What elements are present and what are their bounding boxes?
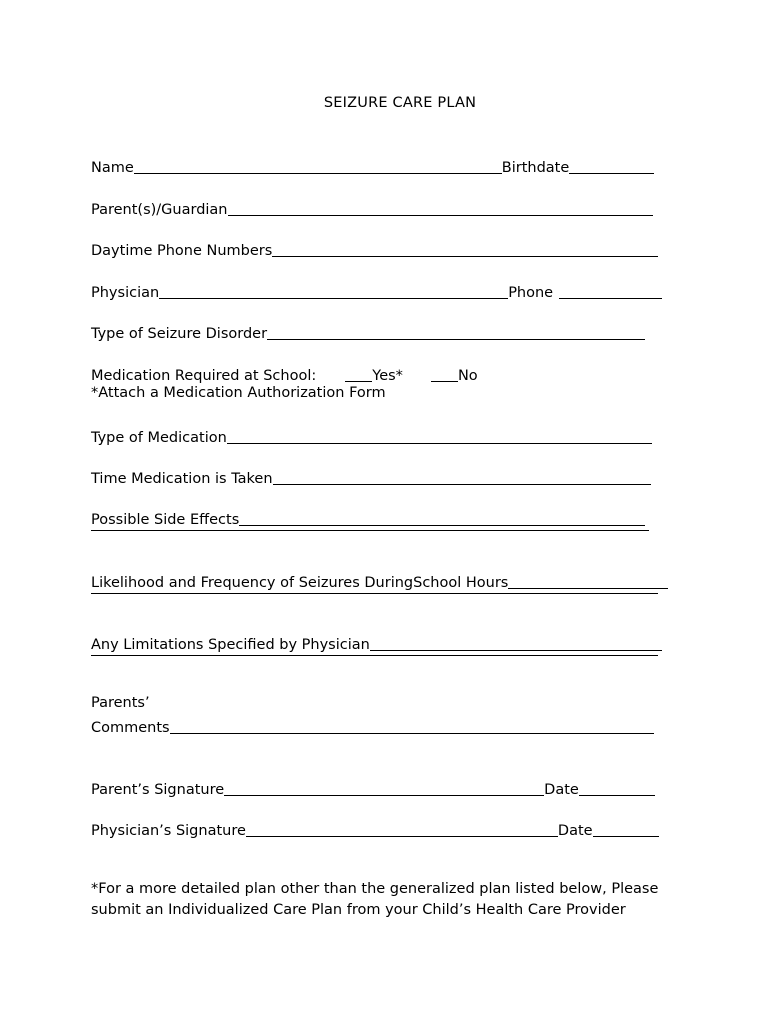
medication-time-label: Time Medication is Taken (91, 471, 273, 487)
side-effects-extra-line[interactable] (91, 530, 649, 531)
seizure-type-field[interactable] (267, 324, 645, 340)
footer-note-line1: *For a more detailed plan other than the generalized plan listed below, Please (91, 881, 659, 897)
attach-note: *Attach a Medication Authorization Form (91, 385, 386, 401)
guardian-row (91, 198, 653, 218)
likelihood-field[interactable] (508, 573, 668, 589)
physician-row (91, 281, 662, 301)
limitations-row (91, 633, 662, 653)
seizure-type-label: Type of Seizure Disorder (91, 326, 268, 342)
limitations-label: Any Limitations Specified by Physician (91, 637, 370, 653)
likelihood-extra-line[interactable] (91, 593, 658, 594)
page-title: SEIZURE CARE PLAN (323, 95, 477, 111)
limitations-field[interactable] (370, 635, 662, 651)
medication-required-row (91, 364, 478, 384)
side-effects-field[interactable] (239, 510, 645, 526)
parent-signature-row (91, 778, 655, 798)
physician-signature-label: Physician’s Signature (91, 823, 246, 839)
likelihood-label: Likelihood and Frequency of Seizures DuringSchool Hours (91, 575, 509, 591)
seizure-type-row (91, 322, 645, 342)
physician-signature-field[interactable] (246, 821, 558, 837)
side-effects-row (91, 508, 645, 528)
name-field[interactable] (134, 158, 502, 174)
yes-checkbox[interactable] (345, 366, 372, 382)
name-label: Name (91, 160, 134, 176)
yes-label: Yes* (372, 368, 403, 384)
likelihood-row (91, 571, 668, 591)
birthdate-field[interactable] (569, 158, 654, 174)
medication-type-field[interactable] (227, 428, 652, 444)
no-label: No (457, 368, 478, 384)
physician-signature-row (91, 819, 659, 839)
parent-date-label: Date (544, 782, 579, 798)
comments-label: Comments (91, 720, 170, 736)
no-checkbox[interactable] (431, 366, 458, 382)
physician-date-field[interactable] (593, 821, 659, 837)
guardian-label: Parent(s)/Guardian (91, 202, 228, 218)
medication-type-label: Type of Medication (91, 430, 227, 446)
physician-label: Physician (91, 285, 160, 301)
physician-date-label: Date (557, 823, 593, 839)
phone-field[interactable] (559, 283, 662, 299)
parents-label: Parents’ (91, 695, 150, 711)
medication-time-field[interactable] (273, 469, 651, 485)
medication-type-row (91, 426, 652, 446)
daytime-phone-field[interactable] (272, 241, 658, 257)
parent-date-field[interactable] (579, 780, 655, 796)
parent-signature-field[interactable] (224, 780, 544, 796)
medication-required-label: Medication Required at School: (91, 368, 317, 384)
daytime-phone-row (91, 239, 658, 259)
guardian-field[interactable] (228, 200, 653, 216)
side-effects-label: Possible Side Effects (91, 512, 240, 528)
comments-row (91, 716, 654, 736)
footer-note-line2: submit an Individualized Care Plan from your Child’s Health Care Provider (91, 902, 626, 918)
parent-signature-label: Parent’s Signature (91, 782, 225, 798)
physician-field[interactable] (159, 283, 508, 299)
name-row (91, 156, 654, 176)
birthdate-label: Birthdate (501, 160, 570, 176)
medication-time-row (91, 467, 651, 487)
limitations-extra-line[interactable] (91, 655, 658, 656)
comments-field[interactable] (170, 718, 654, 734)
phone-label: Phone (508, 285, 554, 301)
daytime-phone-label: Daytime Phone Numbers (91, 243, 273, 259)
